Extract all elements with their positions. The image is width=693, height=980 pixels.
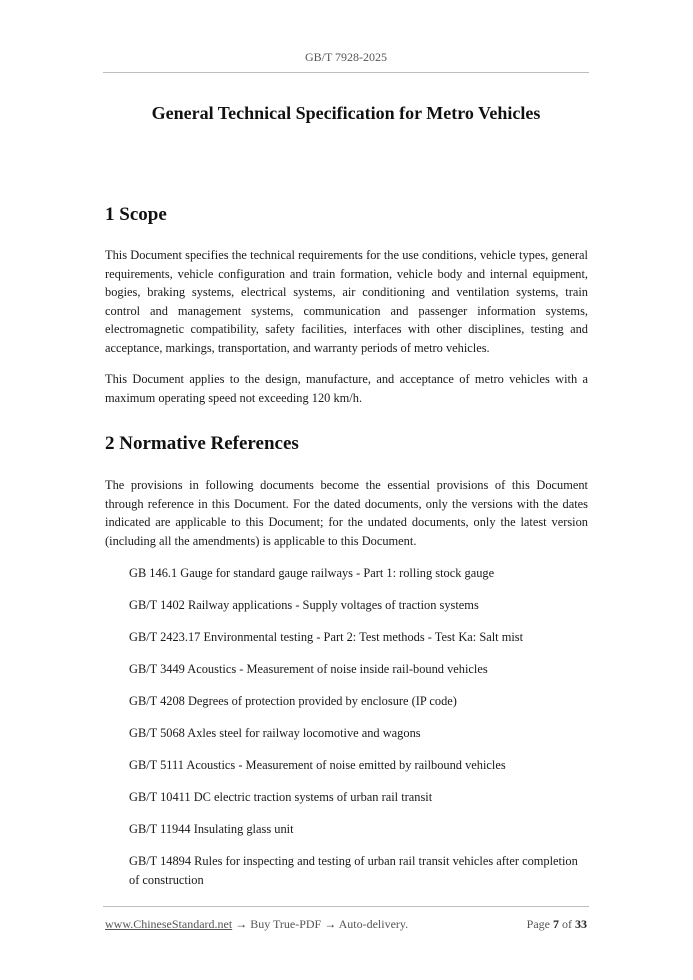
- reference-item: GB/T 2423.17 Environmental testing - Part 2: Test methods - Test Ka: Salt mist: [129, 630, 524, 644]
- reference-item: GB/T 3449 Acoustics - Measurement of noise inside rail-bound vehicles: [129, 662, 488, 676]
- reference-item: GB/T 4208 Degrees of protection provided by enclosure (IP code): [129, 694, 457, 708]
- arrow-right-icon: →: [235, 917, 248, 931]
- reference-item: GB/T 14894 Rules for inspecting and testing of urban rail transit vehicles after completion of construction: [129, 854, 578, 887]
- footer-promo: [105, 917, 408, 932]
- reference-item: GB/T 5068 Axles steel for railway locomotive and wagons: [129, 726, 421, 740]
- page-of-label: of: [562, 917, 572, 931]
- reference-item: GB 146.1 Gauge for standard gauge railways - Part 1: rolling stock gauge: [129, 566, 495, 580]
- page-current: 7: [553, 917, 559, 931]
- page-header-standard-code: GB/T 7928-2025: [304, 50, 388, 64]
- document-title: General Technical Specification for Metro Vehicles: [151, 103, 541, 123]
- buy-true-pdf-text: Buy True-PDF: [250, 917, 322, 931]
- scope-paragraph-2: This Document applies to the design, manufacture, and acceptance of metro vehicles with a maximum operating speed not exceeding 120 km/h.: [105, 372, 588, 405]
- page-total: 33: [575, 917, 587, 931]
- header-divider: [103, 72, 589, 73]
- reference-item: GB/T 11944 Insulating glass unit: [129, 822, 294, 836]
- footer-divider: [103, 906, 589, 907]
- reference-item: GB/T 5111 Acoustics - Measurement of noise emitted by railbound vehicles: [129, 758, 506, 772]
- reference-item: GB/T 1402 Railway applications - Supply voltages of traction systems: [129, 598, 479, 612]
- section-heading-normative-references: 2 Normative References: [105, 433, 299, 454]
- site-link[interactable]: www.ChineseStandard.net: [105, 917, 233, 931]
- page-number: [527, 917, 587, 932]
- section-heading-scope: 1 Scope: [105, 204, 167, 225]
- scope-paragraph-1: This Document specifies the technical requirements for the use conditions, vehicle types, general requirements, vehicle configuration and train formation, vehicle body and internal equipment, bogies, braking systems, electrical systems, air conditioning and ventilation systems, train control and management systems, communication and passenger information systems, electromagnetic compatibility, safety facilities, interfaces with other disciplines, testing and acceptance, markings, transportation, and warranty periods of metro vehicles.: [105, 248, 588, 355]
- auto-delivery-text: Auto-delivery.: [338, 917, 409, 931]
- page-label: Page: [526, 917, 550, 931]
- arrow-right-icon: →: [324, 917, 337, 931]
- normative-references-intro: The provisions in following documents become the essential provisions of this Document through reference in this Document. For the dated documents, only the versions with the dates indicated are applicable to this Document; for the undated documents, only the latest version (including all the amendments) is applicable to this Document.: [105, 478, 588, 548]
- reference-item: GB/T 10411 DC electric traction systems of urban rail transit: [129, 790, 433, 804]
